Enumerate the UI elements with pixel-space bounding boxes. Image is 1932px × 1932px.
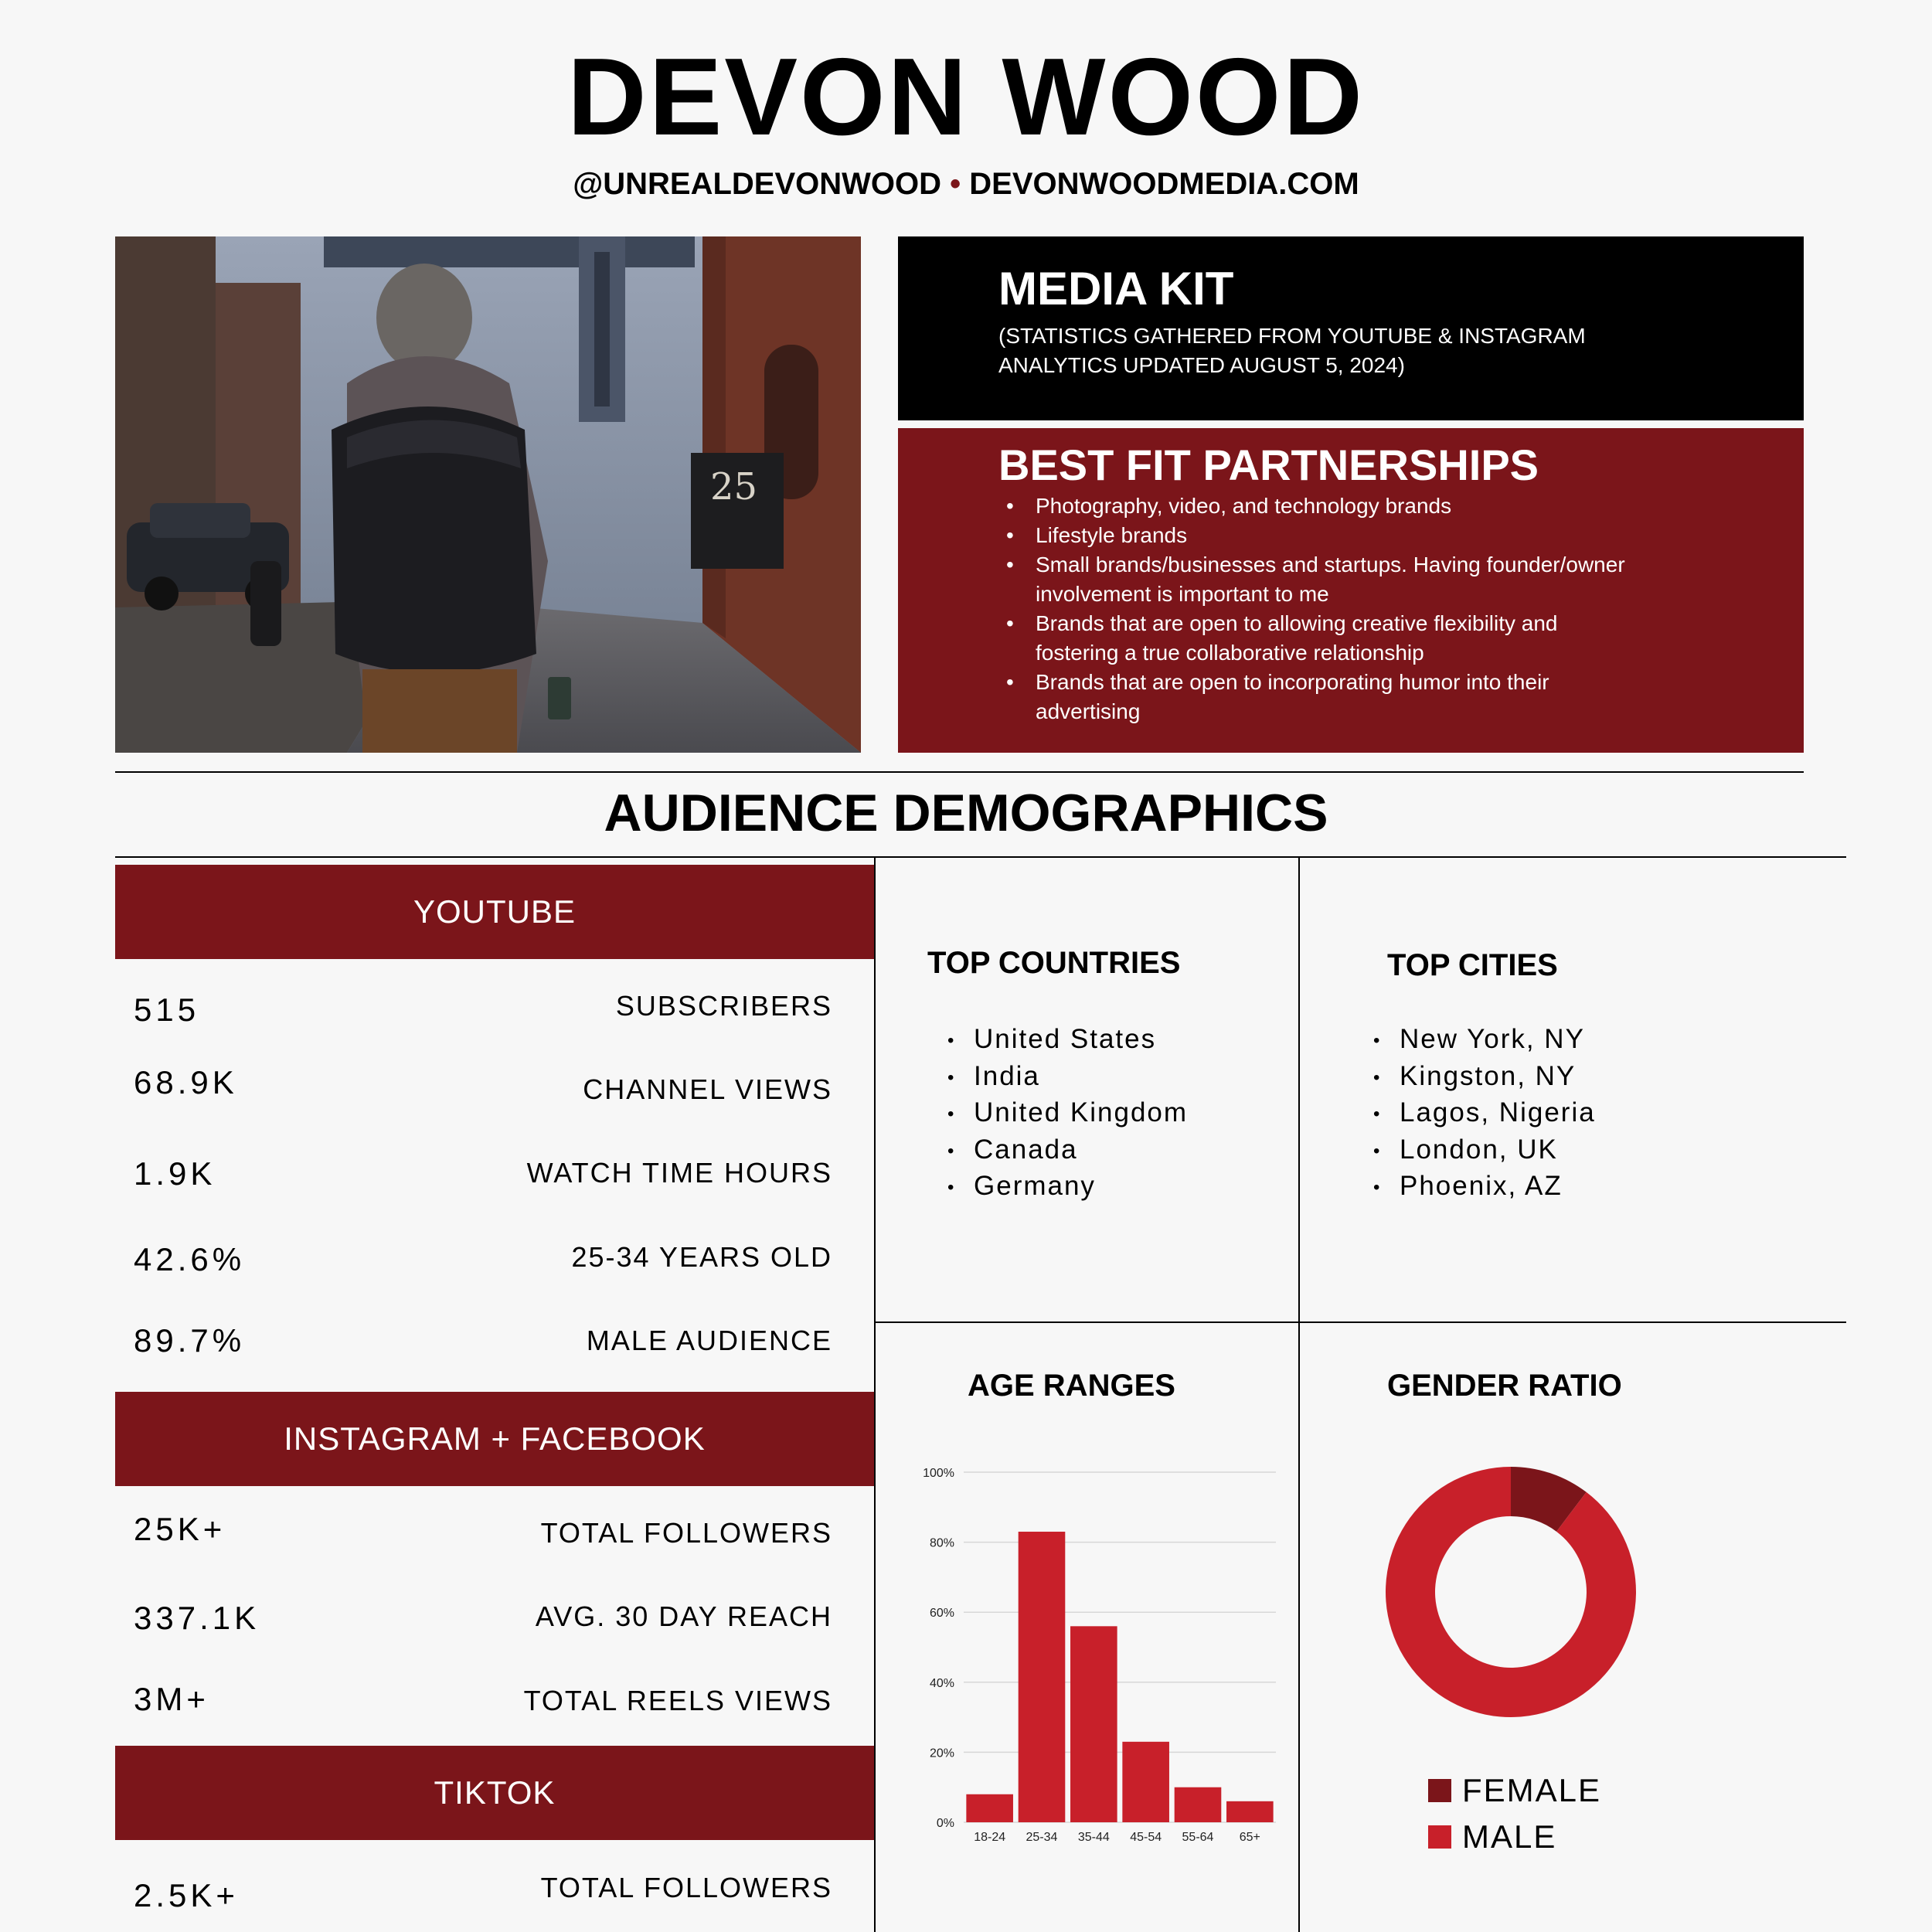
y-tick-label: 40%: [929, 1676, 954, 1690]
x-tick-label: 45-54: [1130, 1831, 1162, 1844]
stat-value: 68.9K: [134, 1064, 238, 1100]
x-tick-label: 65+: [1239, 1831, 1260, 1844]
legend-swatch: [1428, 1825, 1451, 1849]
list-item: • Lifestyle brands: [1036, 521, 1638, 550]
stat-value: 3M+: [134, 1681, 209, 1717]
age-ranges-title: AGE RANGES: [968, 1369, 1175, 1403]
gender-legend: [1428, 1774, 1601, 1853]
stat-value: 337.1K: [134, 1600, 260, 1636]
media-kit-title: MEDIA KIT: [998, 263, 1234, 315]
list-item: • New York, NY: [1400, 1021, 1596, 1058]
demographics-title: AUDIENCE DEMOGRAPHICS: [604, 784, 1328, 842]
list-item: • Kingston, NY: [1400, 1058, 1596, 1095]
column-divider: [1298, 856, 1300, 1932]
top-cities-list: [1400, 1021, 1596, 1205]
stat-value: 2.5K+: [134, 1877, 239, 1913]
bar-25-34: [1019, 1532, 1066, 1822]
bar-18-24: [966, 1794, 1013, 1822]
tiktok-header: TIKTOK: [115, 1746, 874, 1840]
legend-label: FEMALE: [1462, 1772, 1602, 1808]
stat-label: CHANNEL VIEWS: [583, 1073, 832, 1105]
stat-value: 89.7%: [134, 1322, 246, 1359]
legend-item-female: [1428, 1774, 1601, 1807]
separator-dot: •: [950, 167, 961, 201]
y-tick-label: 80%: [929, 1536, 954, 1550]
list-item: • Canada: [974, 1131, 1188, 1168]
stat-value: 515: [134, 992, 200, 1028]
stat-label: TOTAL FOLLOWERS: [540, 1517, 832, 1549]
list-item: • Photography, video, and technology brands: [1036, 492, 1638, 521]
top-countries-list: [974, 1021, 1188, 1205]
list-item: • Brands that are open to incorporating humor into their advertising: [1036, 668, 1638, 726]
row-divider: [874, 1321, 1846, 1323]
stat-value: 25K+: [134, 1511, 226, 1547]
divider: [115, 856, 1846, 858]
contact-line: [0, 167, 1932, 201]
x-tick-label: 18-24: [974, 1831, 1006, 1844]
bar-35-44: [1070, 1626, 1117, 1822]
top-countries-title: TOP COUNTRIES: [927, 946, 1181, 980]
page-title: DEVON WOOD: [567, 36, 1365, 158]
svg-text:25: 25: [710, 465, 758, 509]
bar-45-54: [1122, 1742, 1169, 1822]
legend-swatch: [1428, 1779, 1451, 1802]
legend-label: MALE: [1462, 1818, 1557, 1855]
list-item: • United States: [974, 1021, 1188, 1058]
website-link[interactable]: DEVONWOODMEDIA.COM: [969, 167, 1359, 201]
street-photo-illustration: [115, 236, 861, 753]
gender-ratio-chart: [1376, 1461, 1654, 1723]
list-item: • Small brands/businesses and startups. Having founder/owner involvement is important to me: [1036, 550, 1638, 609]
y-tick-label: 20%: [929, 1747, 954, 1760]
stat-label: SUBSCRIBERS: [615, 990, 832, 1022]
divider: [115, 771, 1804, 773]
partnerships-list: [1036, 492, 1638, 726]
partnerships-panel: [898, 428, 1804, 753]
gender-ratio-title: GENDER RATIO: [1387, 1369, 1622, 1403]
stat-value: 42.6%: [134, 1241, 246, 1277]
x-tick-label: 35-44: [1077, 1831, 1110, 1844]
legend-item-male: [1428, 1818, 1601, 1855]
y-tick-label: 0%: [936, 1817, 954, 1830]
instagram-header: INSTAGRAM + FACEBOOK: [115, 1392, 874, 1486]
social-handle[interactable]: @UNREALDEVONWOOD: [573, 167, 942, 201]
stat-label: WATCH TIME HOURS: [526, 1157, 832, 1189]
stat-label: TOTAL REELS VIEWS: [523, 1685, 832, 1716]
youtube-header: YOUTUBE: [115, 865, 874, 959]
list-item: • Lagos, Nigeria: [1400, 1094, 1596, 1131]
stat-label: 25-34 YEARS OLD: [571, 1241, 832, 1273]
media-kit-panel: [898, 236, 1804, 420]
list-item: • Phoenix, AZ: [1400, 1168, 1596, 1205]
bar-65+: [1226, 1801, 1274, 1822]
partnerships-title: BEST FIT PARTNERSHIPS: [998, 440, 1539, 489]
bar-55-64: [1175, 1787, 1222, 1822]
list-item: • Brands that are open to allowing creative flexibility and fostering a true collaborative relationship: [1036, 609, 1638, 668]
stat-value: 1.9K: [134, 1155, 216, 1192]
list-item: • Germany: [974, 1168, 1188, 1205]
top-cities-title: TOP CITIES: [1387, 948, 1558, 982]
stat-label: TOTAL FOLLOWERS: [540, 1872, 832, 1903]
media-kit-note: (STATISTICS GATHERED FROM YOUTUBE & INSTAGRAM ANALYTICS UPDATED AUGUST 5, 2024): [998, 324, 1586, 377]
y-tick-label: 60%: [929, 1607, 954, 1621]
profile-photo: [115, 236, 861, 753]
x-tick-label: 55-64: [1182, 1831, 1214, 1844]
slice-male: [1386, 1467, 1636, 1717]
y-tick-label: 100%: [923, 1467, 954, 1480]
list-item: • United Kingdom: [974, 1094, 1188, 1131]
age-ranges-chart: [874, 1453, 1298, 1855]
list-item: • India: [974, 1058, 1188, 1095]
stat-label: AVG. 30 DAY REACH: [535, 1600, 832, 1632]
x-tick-label: 25-34: [1026, 1831, 1058, 1844]
list-item: • London, UK: [1400, 1131, 1596, 1168]
stat-label: MALE AUDIENCE: [586, 1325, 832, 1356]
